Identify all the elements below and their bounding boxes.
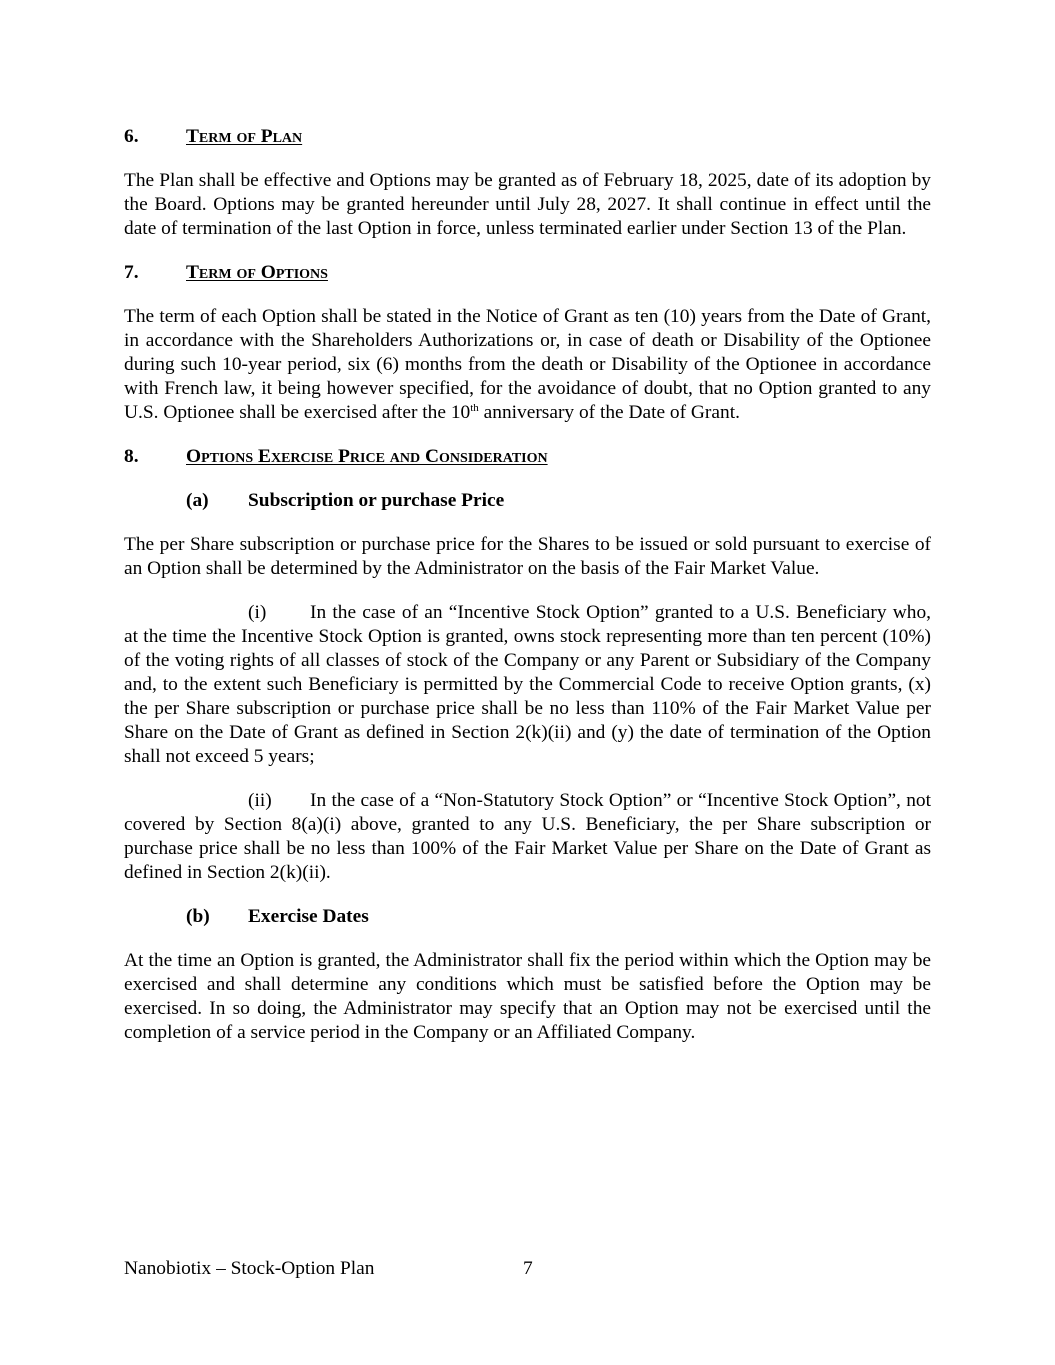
section-7-heading — [124, 261, 931, 285]
clause-8a-ii-label: (ii) — [248, 790, 272, 811]
section-6-number: 6. — [124, 126, 139, 147]
page-footer — [124, 1257, 624, 1281]
subsection-8a-label: (a) — [186, 490, 209, 511]
subsection-8b-heading — [186, 905, 931, 929]
clause-8a-i — [124, 601, 931, 769]
clause-8a-i-label: (i) — [248, 602, 267, 623]
subsection-8a-title: Subscription or purchase Price — [248, 490, 505, 511]
section-8-number: 8. — [124, 446, 139, 467]
clause-8a-i-text: In the case of an “Incentive Stock Option” granted to a U.S. Beneficiary who, at the time the Incentive Stock Option is granted, owns stock representing more than ten percent (10%) of the voting rights of all classes of stock of the Company or any Parent or Subsidiary of the Company and, to the extent such Beneficiary is permitted by the Commercial Code to receive Option grants, (x) the per Share subscription or purchase price shall be no less than 110% of the Fair Market Value per Share on the Date of Grant as defined in Section 2(k)(ii) and (y) the date of termination of the Option shall not exceed 5 years; — [124, 602, 931, 767]
page-content — [124, 125, 931, 1065]
section-6-heading — [124, 125, 931, 149]
section-7-number: 7. — [124, 262, 139, 283]
section-8-heading — [124, 445, 931, 469]
subsection-8b-title: Exercise Dates — [248, 906, 369, 927]
section-7-body-part2: anniversary of the Date of Grant. — [478, 402, 740, 423]
section-7-body-part1: The term of each Option shall be stated in the Notice of Grant as ten (10) years from the Date of Grant, in accordance with the Shareholders Authorizations or, in case of death or Disability of the Optionee during such 10-year period, six (6) months from the death or Disability of the Optionee in accordance with French law, it being however specified, for the avoidance of doubt, that no Option granted to any U.S. Optionee shall be exercised after the 10 — [124, 306, 931, 423]
footer-document-title: Nanobiotix – Stock-Option Plan — [124, 1258, 375, 1279]
clause-8a-ii — [124, 789, 931, 885]
subsection-8b-label: (b) — [186, 906, 210, 927]
section-8-title: Options Exercise Price and Consideration — [186, 446, 548, 467]
subsection-8a-heading — [186, 489, 931, 513]
subsection-8b-body: At the time an Option is granted, the Administrator shall fix the period within which the Option may be exercised and shall determine any conditions which must be satisfied before the Option may be exercised. In so doing, the Administrator may specify that an Option may not be exercised until the completion of a service period in the Company or an Affiliated Company. — [124, 950, 931, 1043]
section-6-body: The Plan shall be effective and Options may be granted as of February 18, 2025, date of its adoption by the Board. Options may be granted hereunder until July 28, 2027. It shall continue in effect until the date of termination of the last Option in force, unless terminated earlier under Section 13 of the Plan. — [124, 170, 931, 239]
section-7-title: Term of Options — [186, 262, 328, 283]
footer-page-number: 7 — [523, 1258, 533, 1279]
section-6-title: Term of Plan — [186, 126, 303, 147]
clause-8a-ii-text: In the case of a “Non-Statutory Stock Option” or “Incentive Stock Option”, not covered by Section 8(a)(i) above, granted to any U.S. Beneficiary, the per Share subscription or purchase price shall be no less than 100% of the Fair Market Value per Share on the Date of Grant as defined in Section 2(k)(ii). — [124, 790, 931, 883]
section-7-superscript: th — [470, 402, 479, 414]
section-7-body — [124, 305, 931, 425]
subsection-8a-body: The per Share subscription or purchase price for the Shares to be issued or sold pursuant to exercise of an Option shall be determined by the Administrator on the basis of the Fair Market Value. — [124, 534, 931, 579]
